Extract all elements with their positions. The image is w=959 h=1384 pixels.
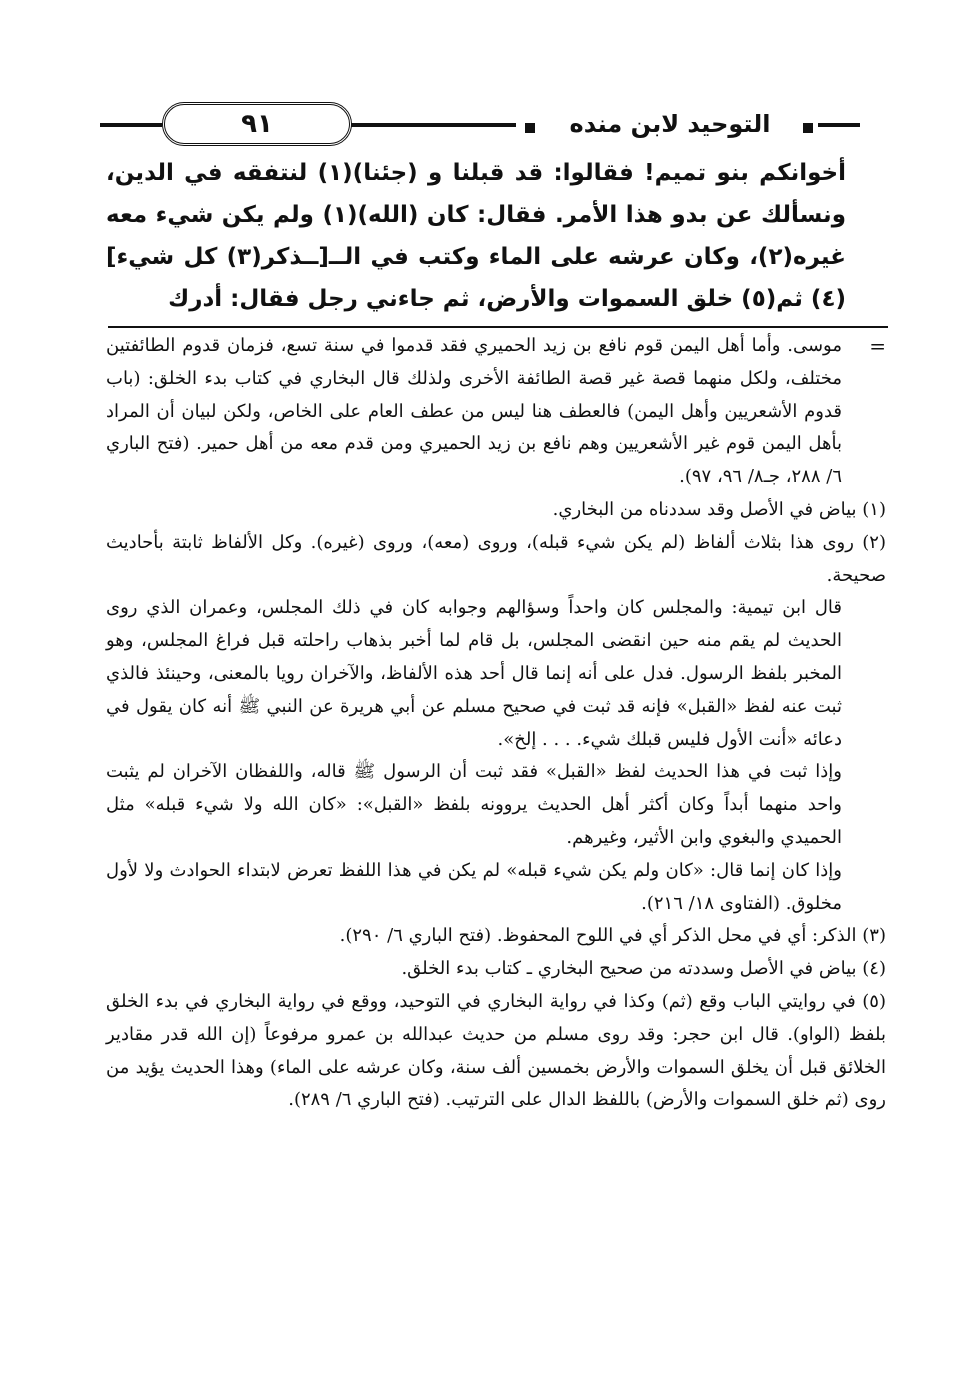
footnote-2: (٢) روى هذا بثلاث ألفاظ (لم يكن شيء قبله)، وروى (معه)، وروى (غيره). وكل الألفاظ ثابتة بأحاديث صحيحة. [106,531,886,586]
page-number: ٩١ [162,102,352,146]
footnote-continuation-text: موسى. وأما أهل اليمن قوم نافع بن زيد الحميري فقد قدموا في سنة تسع، فزمان قدوم الطائفتين مختلف، ولكل منهما قصة غير قصة الطائفة الأخرى ولذلك قال البخاري في كتاب بدء الخلق: (باب قدوم الأشعريين وأهل اليمن) فالعطف هنا ليس من عطف العام على الخاص، ولكن لبيان أن المراد بأهل اليمن قوم غير الأشعريين وهم نافع بن زيد الحميري ومن قدم معه من أهل حمير. (فتح الباري ٦/ ٢٨٨، جـ٨/ ٩٦، ٩٧). [106,335,842,488]
book-title: التوحيد لابن منده [569,110,771,138]
header-rule-right [818,123,860,127]
continuation-mark: = [869,334,886,358]
header-square-right [803,123,813,133]
footnote-5: (٥) في روايتي الباب وقع (ثم) وكذا في رواية البخاري في التوحيد، ووقع في رواية البخاري في بدء الخلق بلفظ (الواو). قال ابن حجر: وقد روى مسلم من حديث عبدالله بن عمرو مرفوعاً (إن الله قدر مقادير الخلائق قبل أن يخلق السموات والأرض بخمسين ألف سنة، وكان عرشه على الماء) وهذا الحديث يؤيد من روى (ثم خلق السموات والأرض) باللفظ الدال على الترتيب. (فتح الباري ٦/ ٢٨٩). [106,990,886,1111]
footnote-2-paragraph-3: وإذا كان إنما قال: «كان ولم يكن شيء قبله» لم يكن في هذا اللفظ تعرض لابتداء الحوادث ولا لأول مخلوق. (الفتاوى ١٨/ ٢١٦). [106,859,842,914]
footnote-divider [108,326,888,328]
footnote-2-paragraph-1: قال ابن تيمية: والمجلس كان واحداً وسؤالهم وجوابه كان في ذلك المجلس، وعمران الذي روى الحديث لم يقم منه حين انقضى المجلس، بل قام لما أخبر بذهاب راحلته قبل فراغ المجلس، وهو المخبر بلفظ الرسول. فدل على أنه إنما قال أحد هذه الألفاظ، والآخران رويا بالمعنى، وحينئذ فالذي ثبت عنه لفظ «القبل» فإنه قد ثبت في صحيح مسلم عن أبي هريرة عن النبي ﷺ أنه كان يقول في دعائه «أنت الأول فليس قبلك شيء. . . . إلخ». [106,597,842,750]
header-rule-left [100,123,162,127]
footnote-3: (٣) الذكر: أي في محل الذكر أي في اللوح المحفوظ. (فتح الباري ٦/ ٢٩٠). [339,925,886,947]
footnotes [106,330,886,1117]
main-text [106,152,846,320]
footnote-4: (٤) بياض في الأصل وسددته من صحيح البخاري ـ كتاب بدء الخلق. [401,958,886,980]
footnote-1: (١) بياض في الأصل وقد سددناه من البخاري. [552,498,886,520]
footnote-2-paragraph-2: وإذا ثبت في هذا الحديث لفظ «القبل» فقد ثبت أن الرسول ﷺ قاله، واللفظان الآخران لم يثبت واحد منهما أبداً وكان أكثر أهل الحديث يروونه بلفظ «القبل»: «كان الله ولا شيء قبله» مثل الحميدي والبغوي وابن الأثير، وغيرهم. [106,761,842,848]
page-header [100,96,860,146]
footnote-continuation [106,330,886,494]
main-paragraph: أخوانكم بنو تميم! فقالوا: قد قبلنا و (جئنا)(١) لنتفقه في الدين، ونسألك عن بدو هذا الأمر. فقال: كان (الله)(١) ولم يكن شيء معه غيره(٢)، وكان عرشه على الماء وكتب في الــ[ــذكر(٣) كل شيء](٤) ثم(٥) خلق السموات والأرض، ثم جاءني رجل فقال: أدرك [106,160,846,312]
header-rule-middle [351,123,516,127]
header-square-left [525,123,535,133]
